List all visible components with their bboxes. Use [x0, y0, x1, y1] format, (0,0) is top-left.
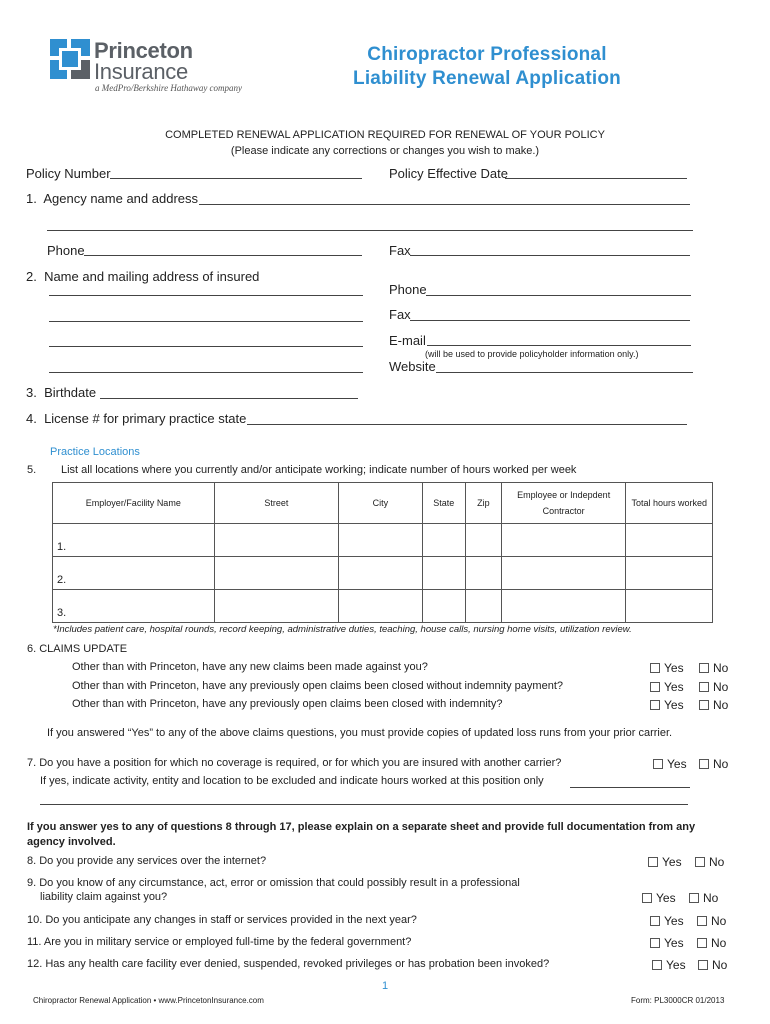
claims-q2-yes-checkbox[interactable]: Yes [650, 680, 684, 694]
checkbox-icon [650, 916, 660, 926]
princeton-logo-mark-icon [50, 39, 90, 79]
checkbox-icon [653, 759, 663, 769]
q5-number: 5. [27, 464, 37, 476]
q11-yes-checkbox[interactable]: Yes [650, 936, 684, 950]
col-total-hours: Total hours worked [626, 483, 713, 524]
claims-question-2: Other than with Princeton, have any previously open claims been closed without indemnity payment? [72, 680, 563, 692]
logo-name: Princeton [94, 38, 193, 63]
checkbox-icon [699, 682, 709, 692]
q7-label: 7. Do you have a position for which no coverage is required, or for which you are insured with another carrier? [27, 757, 562, 769]
q10-no-checkbox[interactable]: No [697, 914, 726, 928]
table-cell[interactable] [339, 524, 422, 557]
q7-yes-checkbox[interactable]: Yes [653, 757, 687, 771]
checkbox-icon [689, 893, 699, 903]
claims-note: If you answered “Yes” to any of the above claims questions, you must provide copies of updated loss runs from your prior carrier. [47, 727, 673, 739]
claims-q3-no-checkbox[interactable]: No [699, 698, 728, 712]
q9-no-checkbox[interactable]: No [689, 891, 718, 905]
table-cell[interactable] [465, 524, 501, 557]
checkbox-icon [697, 938, 707, 948]
table-cell[interactable] [422, 557, 465, 590]
q4-label: 4. License # for primary practice state [26, 411, 247, 426]
insured-address-field-1[interactable] [49, 295, 363, 296]
insured-address-field-2[interactable] [49, 321, 363, 322]
col-state: State [422, 483, 465, 524]
checkbox-icon [698, 960, 708, 970]
footer-left: Chiropractor Renewal Application • www.PrincetonInsurance.com [33, 996, 264, 1005]
q12-label: 12. Has any health care facility ever denied, suspended, revoked privileges or has probation been invoked? [27, 958, 550, 970]
insured-website-field[interactable] [436, 372, 693, 373]
col-city: City [339, 483, 422, 524]
table-cell[interactable] [214, 590, 339, 623]
q11-no-checkbox[interactable]: No [697, 936, 726, 950]
checkbox-icon [650, 700, 660, 710]
q11-label: 11. Are you in military service or employed full-time by the federal government? [27, 936, 412, 948]
checkbox-icon [642, 893, 652, 903]
q2-label: 2. Name and mailing address of insured [26, 269, 260, 284]
table-cell[interactable] [501, 524, 626, 557]
table-cell[interactable] [214, 557, 339, 590]
insured-fax-label: Fax [389, 307, 411, 322]
q8-label: 8. Do you provide any services over the internet? [27, 855, 267, 867]
q10-label: 10. Do you anticipate any changes in staff or services provided in the next year? [27, 914, 417, 926]
instructions-note: If you answer yes to any of questions 8 through 17, please explain on a separate sheet and provide full documentation from any agency involved. [27, 821, 696, 848]
q7-follow-up: If yes, indicate activity, entity and location to be excluded and indicate hours worked at this position only [40, 775, 544, 787]
table-row [53, 557, 713, 590]
insured-phone-field[interactable] [426, 295, 691, 296]
row-number[interactable]: 3. [53, 590, 215, 623]
q9-yes-checkbox[interactable]: Yes [642, 891, 676, 905]
checkbox-icon [648, 857, 658, 867]
insured-website-label: Website [389, 359, 436, 374]
intro-line-1: COMPLETED RENEWAL APPLICATION REQUIRED FOR RENEWAL OF YOUR POLICY [165, 129, 605, 141]
table-cell[interactable] [214, 524, 339, 557]
agency-phone-field[interactable] [84, 255, 362, 256]
table-row [53, 590, 713, 623]
table-cell[interactable] [422, 590, 465, 623]
col-employee-contractor: Employee or Indepdent Contractor [501, 483, 626, 524]
policy-effective-date-field[interactable] [505, 178, 687, 179]
checkbox-icon [699, 759, 709, 769]
q7-hours-field[interactable] [570, 787, 690, 788]
claims-q1-yes-checkbox[interactable]: Yes [650, 661, 684, 675]
row-number[interactable]: 2. [53, 557, 215, 590]
row-number[interactable]: 1. [53, 524, 215, 557]
logo-tagline: a MedPro/Berkshire Hathaway company [95, 83, 243, 93]
table-cell[interactable] [422, 524, 465, 557]
checkbox-icon [650, 938, 660, 948]
practice-locations-heading: Practice Locations [50, 446, 140, 458]
col-street: Street [214, 483, 339, 524]
q9-label-line-1: 9. Do you know of any circumstance, act, error or omission that could possibly result in a professional [27, 877, 520, 889]
checkbox-icon [699, 700, 709, 710]
table-cell[interactable] [501, 557, 626, 590]
claims-update-heading: 6. CLAIMS UPDATE [27, 643, 128, 655]
document-title-line-2: Liability Renewal Application [353, 68, 621, 89]
table-cell[interactable] [501, 590, 626, 623]
insured-email-field[interactable] [427, 345, 691, 346]
table-cell[interactable] [465, 590, 501, 623]
q10-yes-checkbox[interactable]: Yes [650, 914, 684, 928]
document-title-line-1: Chiropractor Professional [367, 44, 607, 65]
checkbox-icon [650, 682, 660, 692]
checkbox-icon [699, 663, 709, 673]
email-note: (will be used to provide policyholder information only.) [425, 349, 639, 359]
checkbox-icon [697, 916, 707, 926]
table-cell[interactable] [626, 590, 713, 623]
q7-exclusion-field[interactable] [40, 804, 688, 805]
table-cell[interactable] [626, 557, 713, 590]
q8-yes-checkbox[interactable]: Yes [648, 855, 682, 869]
q12-yes-checkbox[interactable]: Yes [652, 958, 686, 972]
claims-q1-no-checkbox[interactable]: No [699, 661, 728, 675]
table-row [53, 524, 713, 557]
practice-locations-table [52, 482, 713, 623]
q7-no-checkbox[interactable]: No [699, 757, 728, 771]
policy-number-field[interactable] [110, 178, 362, 179]
checkbox-icon [695, 857, 705, 867]
intro-line-2: (Please indicate any corrections or changes you wish to make.) [230, 145, 540, 157]
agency-address-field-2[interactable] [47, 230, 693, 231]
q3-label: 3. Birthdate [26, 385, 97, 400]
agency-address-field-1[interactable] [199, 204, 690, 205]
agency-fax-field[interactable] [410, 255, 690, 256]
license-field[interactable] [247, 424, 687, 425]
agency-fax-label: Fax [389, 243, 411, 258]
q8-no-checkbox[interactable]: No [695, 855, 724, 869]
checkbox-icon [652, 960, 662, 970]
claims-question-3: Other than with Princeton, have any previously open claims been closed with indemnity? [72, 698, 503, 710]
insured-fax-field[interactable] [410, 320, 690, 321]
q1-label: 1. Agency name and address [26, 191, 199, 206]
table-cell[interactable] [339, 590, 422, 623]
table-cell[interactable] [465, 557, 501, 590]
policy-effective-date-label: Policy Effective Date [389, 166, 508, 181]
checkbox-icon [650, 663, 660, 673]
insured-address-field-4[interactable] [49, 372, 363, 373]
logo-insurance: Insurance [94, 59, 188, 84]
footer-form-number: Form: PL3000CR 01/2013 [631, 996, 725, 1005]
table-header-row [53, 483, 713, 524]
col-zip: Zip [465, 483, 501, 524]
claims-q3-yes-checkbox[interactable]: Yes [650, 698, 684, 712]
insured-phone-label: Phone [389, 282, 427, 297]
table-cell[interactable] [339, 557, 422, 590]
birthdate-field[interactable] [100, 398, 358, 399]
q5-label: List all locations where you currently and/or anticipate working; indicate number of hours worked per week [61, 464, 577, 476]
q9-label-line-2: liability claim against you? [40, 891, 168, 903]
page-number: 1 [381, 980, 389, 992]
claims-question-1: Other than with Princeton, have any new claims been made against you? [72, 661, 428, 673]
insured-address-field-3[interactable] [49, 346, 363, 347]
practice-footnote: *Includes patient care, hospital rounds, record keeping, administrative duties, teaching, house calls, nursing home visits, utilization review. [53, 624, 632, 635]
policy-number-label: Policy Number [26, 166, 111, 181]
col-employer-facility: Employer/Facility Name [53, 483, 215, 524]
table-cell[interactable] [626, 524, 713, 557]
agency-phone-label: Phone [47, 243, 85, 258]
claims-q2-no-checkbox[interactable]: No [699, 680, 728, 694]
insured-email-label: E-mail [389, 333, 426, 348]
q12-no-checkbox[interactable]: No [698, 958, 727, 972]
